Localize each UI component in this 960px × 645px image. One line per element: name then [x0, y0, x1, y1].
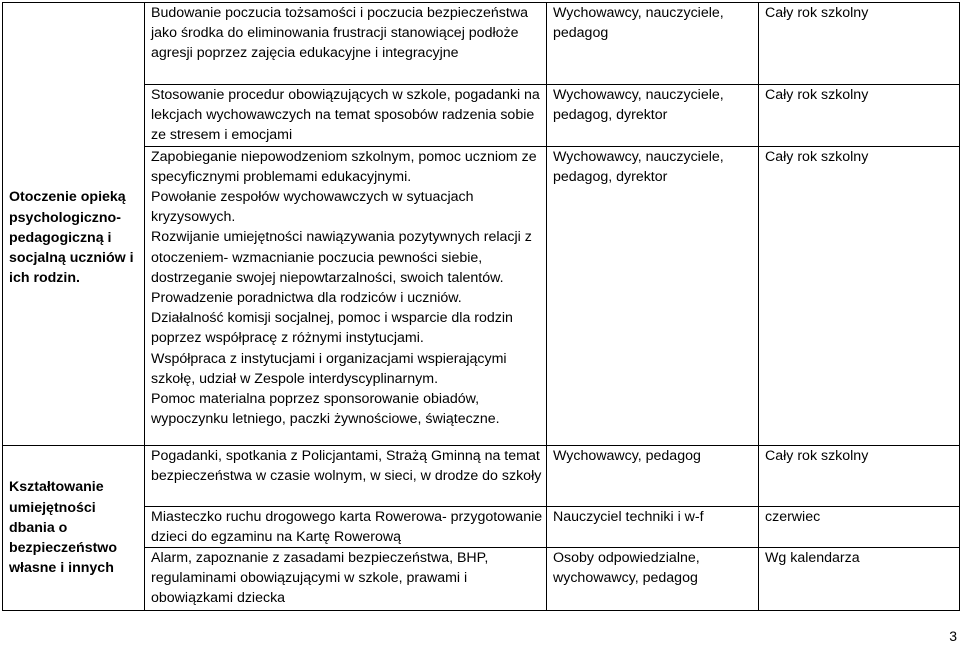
task-text: Pomoc materialna poprzez sponsorowanie obiadów, wypoczynku letniego, paczki żywnościowe, świąteczne. — [151, 391, 500, 428]
task-text: Działalność komisji socjalnej, pomoc i wsparcie dla rodzin poprzez współpracę z różnymi instytucjami. — [151, 310, 513, 347]
task-text: Alarm, zapoznanie z zasadami bezpieczeństwa, BHP, regulaminami obowiązującymi w szkole, prawami i obowiązkami dziecka — [151, 550, 489, 607]
tasks-cell — [145, 548, 547, 611]
page-number: 3 — [949, 628, 957, 644]
responsible-cell: Osoby odpowiedzialne, wychowawcy, pedagog — [547, 548, 759, 611]
tasks-cell — [145, 146, 547, 445]
task-text: Pogadanki, spotkania z Policjantami, Strażą Gminną na temat bezpieczeństwa w czasie wolnym, w sieci, w drodze do szkoły — [151, 447, 542, 484]
deadline-cell: Cały rok szkolny — [759, 146, 960, 445]
responsible-cell: Wychowawcy, nauczyciele, pedagog, dyrektor — [547, 146, 759, 445]
task-text: Współpraca z instytucjami i organizacjami wspierającymi szkołę, udział w Zespole interdyscyplinarnym. — [151, 350, 507, 387]
deadline-cell: Wg kalendarza — [759, 548, 960, 611]
task-text: Miasteczko ruchu drogowego karta Rowerowa- przygotowanie dzieci do egzaminu na Kartę Rowerową — [151, 508, 543, 545]
responsible-cell: Wychowawcy, nauczyciele, pedagog — [547, 3, 759, 85]
responsible-cell: Nauczyciel techniki i w-f — [547, 506, 759, 547]
table-row — [3, 3, 960, 85]
table-row — [3, 445, 960, 506]
goal-cell: Kształtowanie umiejętności dbania o bezpieczeństwo własne i innych — [3, 445, 145, 610]
plan-table — [2, 2, 960, 611]
goal-cell: Otoczenie opieką psychologiczno-pedagogiczną i socjalną uczniów i ich rodzin. — [3, 3, 145, 446]
task-text: Rozwijanie umiejętności nawiązywania pozytywnych relacji z otoczeniem- wzmacnianie poczucia pewności siebie, dostrzeganie swojej niepowtarzalności, swoich talentów. — [151, 229, 532, 286]
task-text: Prowadzenie poradnictwa dla rodziców i uczniów. — [151, 290, 462, 307]
task-text: Powołanie zespołów wychowawczych w sytuacjach kryzysowych. — [151, 189, 474, 226]
task-text: Zapobieganie niepowodzeniom szkolnym, pomoc uczniom ze specyficznymi problemami edukacyjnymi. — [151, 148, 537, 185]
deadline-cell: Cały rok szkolny — [759, 445, 960, 506]
tasks-cell — [145, 85, 547, 147]
task-text: Budowanie poczucia tożsamości i poczucia bezpieczeństwa jako środka do eliminowania frustracji stanowiącej podłoże agresji poprzez zajęcia edukacyjne i integracyjne — [151, 5, 528, 62]
table-row — [3, 146, 960, 445]
deadline-cell: Cały rok szkolny — [759, 85, 960, 147]
deadline-cell: czerwiec — [759, 506, 960, 547]
table-row — [3, 85, 960, 147]
responsible-cell: Wychowawcy, nauczyciele, pedagog, dyrektor — [547, 85, 759, 147]
responsible-cell: Wychowawcy, pedagog — [547, 445, 759, 506]
deadline-cell: Cały rok szkolny — [759, 3, 960, 85]
table-row — [3, 506, 960, 547]
tasks-cell — [145, 445, 547, 506]
tasks-cell — [145, 3, 547, 85]
task-text: Stosowanie procedur obowiązujących w szkole, pogadanki na lekcjach wychowawczych na temat sposobów radzenia sobie ze stresem i emocjami — [151, 87, 540, 144]
table-row — [3, 548, 960, 611]
tasks-cell — [145, 506, 547, 547]
